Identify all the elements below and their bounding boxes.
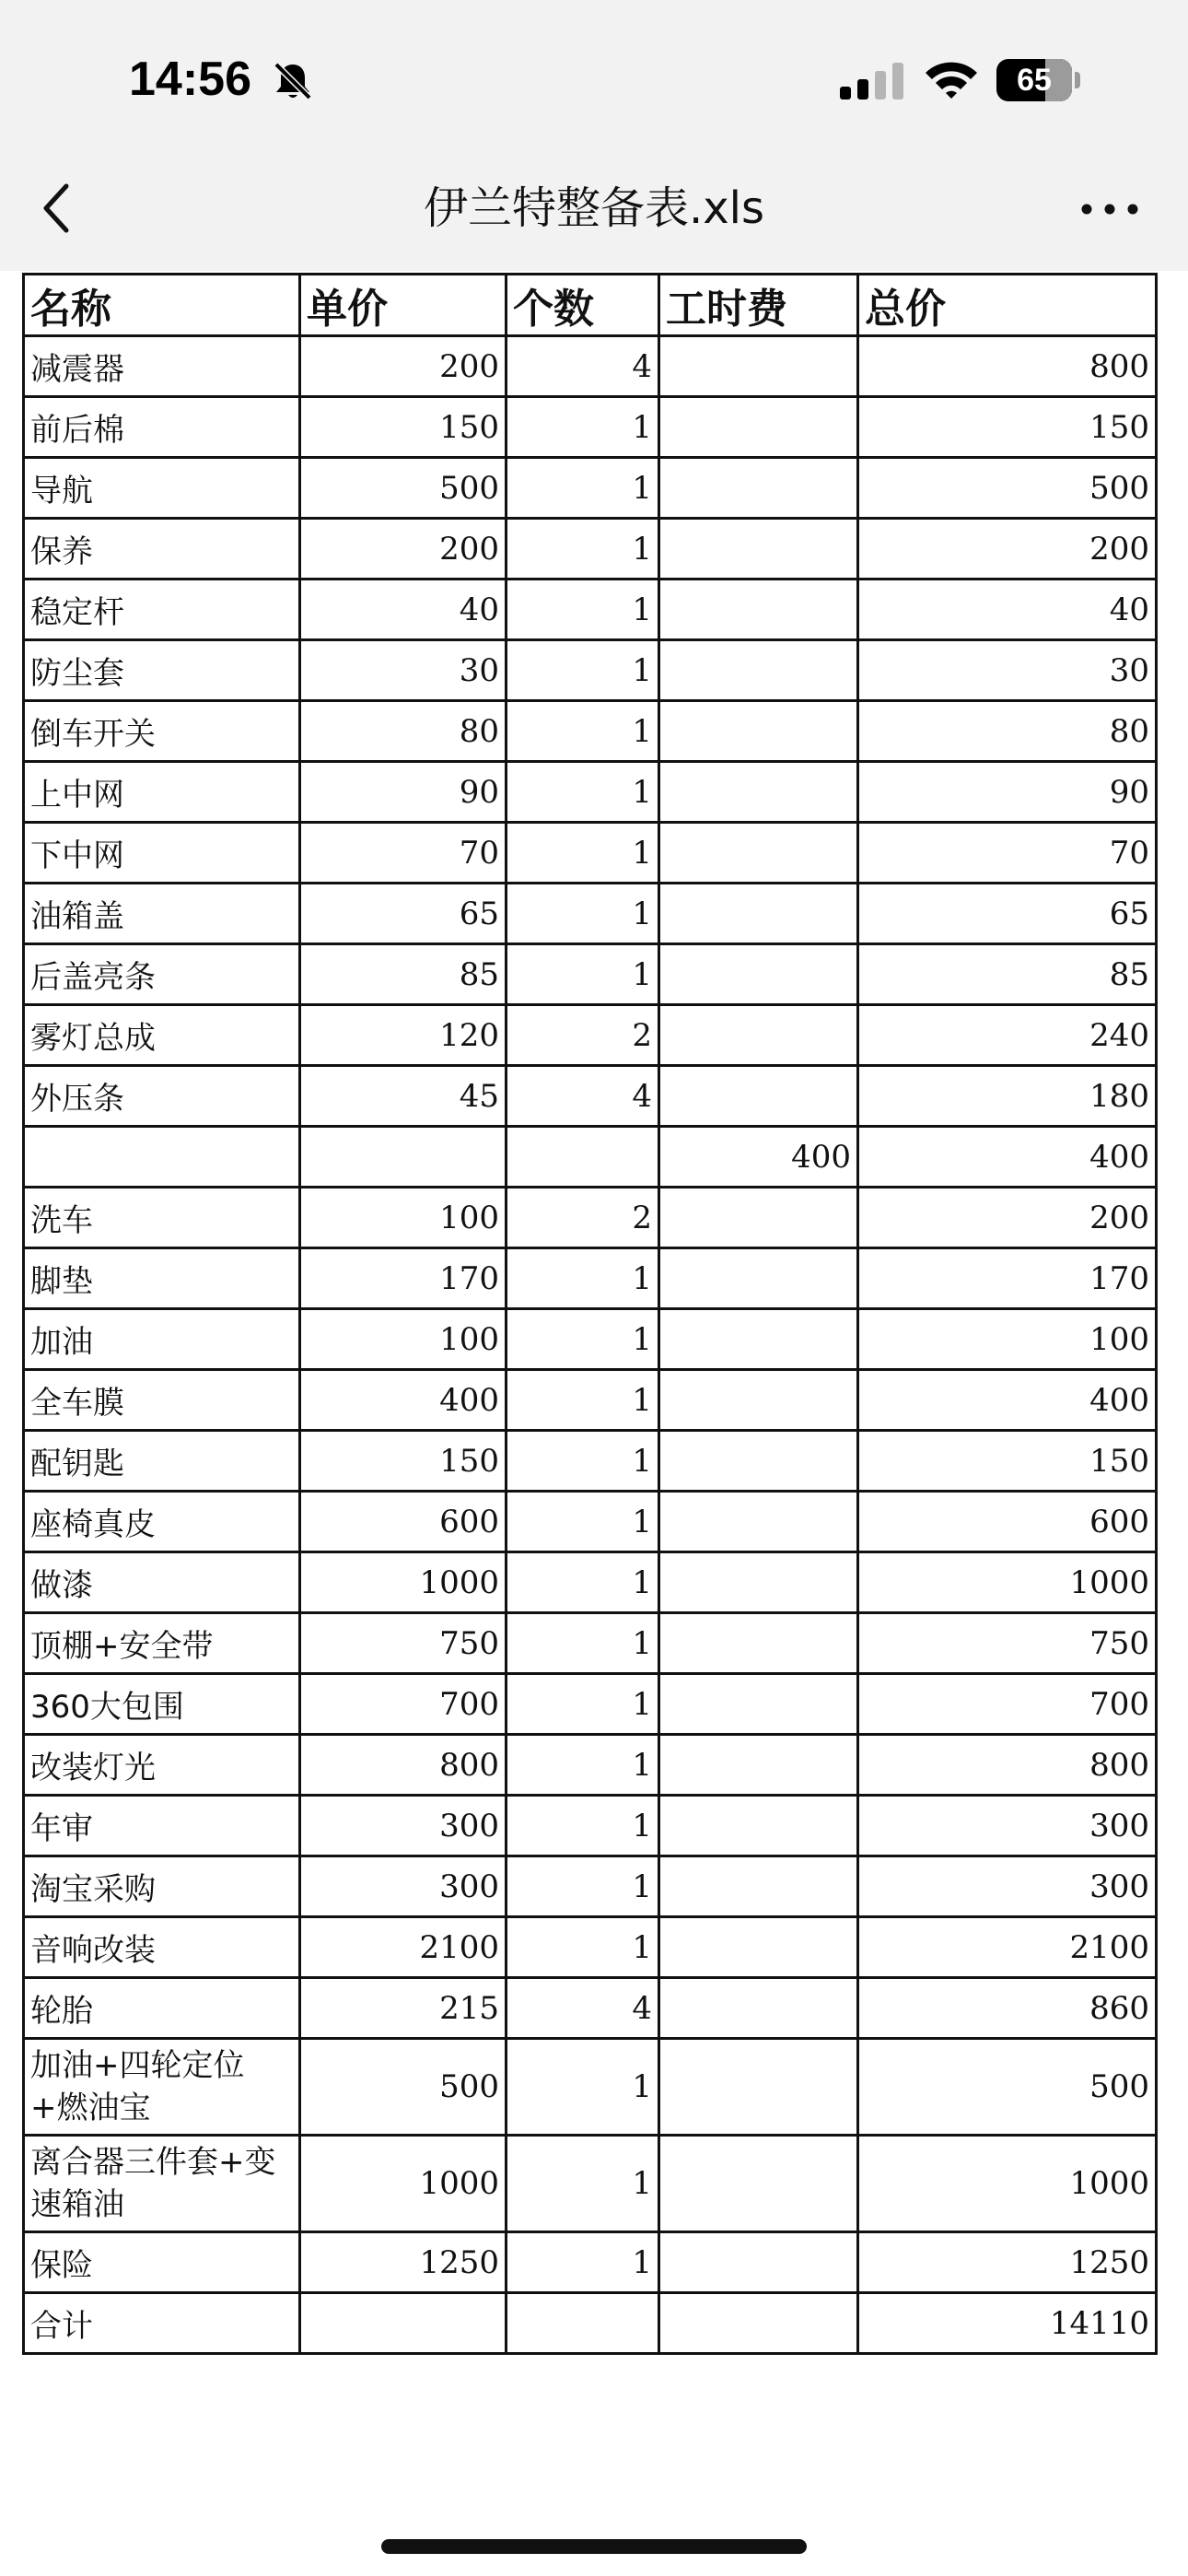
- quantity-cell[interactable]: 1: [507, 1796, 659, 1856]
- total-cell[interactable]: 90: [858, 762, 1157, 823]
- table-row: [24, 2136, 1157, 2232]
- item-name-cell[interactable]: 加油: [24, 1309, 300, 1370]
- labor-fee-cell[interactable]: [659, 2293, 858, 2354]
- table-row: [24, 2232, 1157, 2293]
- item-name-cell[interactable]: 保养: [24, 519, 300, 580]
- quantity-cell[interactable]: 1: [507, 1856, 659, 1917]
- labor-fee-cell[interactable]: [659, 1978, 858, 2039]
- labor-fee-cell[interactable]: [659, 1735, 858, 1796]
- labor-fee-cell[interactable]: [659, 1431, 858, 1492]
- unit-price-cell[interactable]: 45: [300, 1066, 507, 1127]
- item-name-cell[interactable]: 顶棚+安全带: [24, 1613, 300, 1674]
- unit-price-cell[interactable]: 500: [300, 2039, 507, 2136]
- total-cell[interactable]: 65: [858, 884, 1157, 944]
- item-name-cell[interactable]: 做漆: [24, 1552, 300, 1613]
- unit-price-cell[interactable]: 40: [300, 580, 507, 640]
- table-row: [24, 336, 1157, 397]
- quantity-cell[interactable]: 4: [507, 1978, 659, 2039]
- total-cell[interactable]: 1000: [858, 1552, 1157, 1613]
- total-cell[interactable]: 600: [858, 1492, 1157, 1552]
- item-name-cell[interactable]: 离合器三件套+变速箱油: [24, 2136, 300, 2232]
- labor-fee-cell[interactable]: [659, 762, 858, 823]
- quantity-cell[interactable]: 1: [507, 580, 659, 640]
- item-name-cell[interactable]: 洗车: [24, 1188, 300, 1248]
- labor-fee-cell[interactable]: [659, 1856, 858, 1917]
- quantity-cell[interactable]: 1: [507, 1552, 659, 1613]
- status-time: 14:56: [129, 53, 251, 106]
- table-row: [24, 1066, 1157, 1127]
- table-row: [24, 2039, 1157, 2136]
- item-name-cell[interactable]: 外压条: [24, 1066, 300, 1127]
- unit-price-cell[interactable]: [300, 2293, 507, 2354]
- table-row: [24, 2293, 1157, 2354]
- item-name-cell[interactable]: 加油+四轮定位+燃油宝: [24, 2039, 300, 2136]
- table-row: [24, 1796, 1157, 1856]
- column-header-total[interactable]: 总价: [858, 275, 1157, 336]
- unit-price-cell[interactable]: 80: [300, 701, 507, 762]
- battery-percent: 65: [1017, 63, 1052, 98]
- labor-fee-cell[interactable]: [659, 1492, 858, 1552]
- item-name-cell[interactable]: 年审: [24, 1796, 300, 1856]
- quantity-cell[interactable]: 1: [507, 1492, 659, 1552]
- item-name-cell[interactable]: 360大包围: [24, 1674, 300, 1735]
- quantity-cell[interactable]: 1: [507, 1735, 659, 1796]
- unit-price-cell[interactable]: 150: [300, 1431, 507, 1492]
- total-cell[interactable]: 300: [858, 1796, 1157, 1856]
- labor-fee-cell[interactable]: [659, 336, 858, 397]
- total-cell[interactable]: 200: [858, 1188, 1157, 1248]
- item-name-cell[interactable]: 导航: [24, 458, 300, 519]
- labor-fee-cell[interactable]: [659, 519, 858, 580]
- spreadsheet-table[interactable]: [22, 273, 1158, 2355]
- labor-fee-cell[interactable]: [659, 1309, 858, 1370]
- item-name-cell[interactable]: 座椅真皮: [24, 1492, 300, 1552]
- item-name-cell[interactable]: 合计: [24, 2293, 300, 2354]
- item-name-cell[interactable]: 改装灯光: [24, 1735, 300, 1796]
- unit-price-cell[interactable]: 100: [300, 1309, 507, 1370]
- item-name-cell[interactable]: 淘宝采购: [24, 1856, 300, 1917]
- total-cell[interactable]: 860: [858, 1978, 1157, 2039]
- table-row: [24, 1978, 1157, 2039]
- total-cell[interactable]: 800: [858, 1735, 1157, 1796]
- total-cell[interactable]: 1250: [858, 2232, 1157, 2293]
- unit-price-cell[interactable]: 500: [300, 458, 507, 519]
- table-row: [24, 1188, 1157, 1248]
- bell-slash-icon: [269, 61, 317, 101]
- total-cell[interactable]: 70: [858, 823, 1157, 884]
- item-name-cell[interactable]: 倒车开关: [24, 701, 300, 762]
- quantity-cell[interactable]: 1: [507, 1613, 659, 1674]
- quantity-cell[interactable]: 1: [507, 1917, 659, 1978]
- table-row: [24, 1917, 1157, 1978]
- unit-price-cell[interactable]: 1000: [300, 2136, 507, 2232]
- labor-fee-cell[interactable]: [659, 884, 858, 944]
- table-row: [24, 1431, 1157, 1492]
- total-cell[interactable]: 400: [858, 1370, 1157, 1431]
- unit-price-cell[interactable]: 400: [300, 1370, 507, 1431]
- unit-price-cell[interactable]: 100: [300, 1188, 507, 1248]
- labor-fee-cell[interactable]: [659, 397, 858, 458]
- unit-price-cell[interactable]: [300, 1127, 507, 1188]
- wifi-icon: [923, 59, 980, 100]
- item-name-cell[interactable]: 雾灯总成: [24, 1005, 300, 1066]
- quantity-cell[interactable]: [507, 1127, 659, 1188]
- quantity-cell[interactable]: 2: [507, 1005, 659, 1066]
- unit-price-cell[interactable]: 120: [300, 1005, 507, 1066]
- labor-fee-cell[interactable]: [659, 640, 858, 701]
- table-row: [24, 1005, 1157, 1066]
- unit-price-cell[interactable]: 300: [300, 1856, 507, 1917]
- table-row: [24, 519, 1157, 580]
- total-cell[interactable]: 85: [858, 944, 1157, 1005]
- labor-fee-cell[interactable]: [659, 2232, 858, 2293]
- quantity-cell[interactable]: 1: [507, 1370, 659, 1431]
- labor-fee-cell[interactable]: [659, 458, 858, 519]
- unit-price-cell[interactable]: 30: [300, 640, 507, 701]
- total-cell[interactable]: 14110: [858, 2293, 1157, 2354]
- table-row: [24, 823, 1157, 884]
- labor-fee-cell[interactable]: [659, 1917, 858, 1978]
- total-cell[interactable]: 2100: [858, 1917, 1157, 1978]
- table-row: [24, 1552, 1157, 1613]
- total-cell[interactable]: 40: [858, 580, 1157, 640]
- total-cell[interactable]: 500: [858, 458, 1157, 519]
- table-row: [24, 1309, 1157, 1370]
- total-cell[interactable]: 100: [858, 1309, 1157, 1370]
- table-row: [24, 640, 1157, 701]
- table-row: [24, 397, 1157, 458]
- item-name-cell[interactable]: 轮胎: [24, 1978, 300, 2039]
- item-name-cell[interactable]: 全车膜: [24, 1370, 300, 1431]
- quantity-cell[interactable]: 1: [507, 762, 659, 823]
- quantity-cell[interactable]: 1: [507, 519, 659, 580]
- item-name-cell[interactable]: 音响改装: [24, 1917, 300, 1978]
- unit-price-cell[interactable]: 200: [300, 336, 507, 397]
- unit-price-cell[interactable]: 1000: [300, 1552, 507, 1613]
- quantity-cell[interactable]: 1: [507, 1674, 659, 1735]
- quantity-cell[interactable]: 1: [507, 2232, 659, 2293]
- table-row: [24, 1492, 1157, 1552]
- unit-price-cell[interactable]: 600: [300, 1492, 507, 1552]
- table-row: [24, 884, 1157, 944]
- table-row: [24, 1248, 1157, 1309]
- labor-fee-cell[interactable]: [659, 1613, 858, 1674]
- column-header-name[interactable]: 名称: [24, 275, 300, 336]
- quantity-cell[interactable]: 1: [507, 2039, 659, 2136]
- quantity-cell[interactable]: 1: [507, 640, 659, 701]
- total-cell[interactable]: 180: [858, 1066, 1157, 1127]
- quantity-cell[interactable]: 4: [507, 336, 659, 397]
- total-cell[interactable]: 200: [858, 519, 1157, 580]
- item-name-cell[interactable]: 后盖亮条: [24, 944, 300, 1005]
- total-cell[interactable]: 750: [858, 1613, 1157, 1674]
- quantity-cell[interactable]: 1: [507, 397, 659, 458]
- item-name-cell[interactable]: 下中网: [24, 823, 300, 884]
- total-cell[interactable]: 150: [858, 397, 1157, 458]
- quantity-cell[interactable]: 1: [507, 701, 659, 762]
- item-name-cell[interactable]: 前后棉: [24, 397, 300, 458]
- labor-fee-cell[interactable]: [659, 1248, 858, 1309]
- total-cell[interactable]: 300: [858, 1856, 1157, 1917]
- labor-fee-cell[interactable]: [659, 580, 858, 640]
- labor-fee-cell[interactable]: [659, 2136, 858, 2232]
- item-name-cell[interactable]: 油箱盖: [24, 884, 300, 944]
- cellular-signal-icon: [840, 63, 904, 100]
- labor-fee-cell[interactable]: [659, 1796, 858, 1856]
- quantity-cell[interactable]: 1: [507, 944, 659, 1005]
- quantity-cell[interactable]: 1: [507, 823, 659, 884]
- unit-price-cell[interactable]: 150: [300, 397, 507, 458]
- table-row: [24, 1674, 1157, 1735]
- battery-cap: [1075, 72, 1080, 88]
- unit-price-cell[interactable]: 90: [300, 762, 507, 823]
- labor-fee-cell[interactable]: [659, 1674, 858, 1735]
- quantity-cell[interactable]: 1: [507, 1248, 659, 1309]
- table-row: [24, 1856, 1157, 1917]
- quantity-cell[interactable]: 1: [507, 2136, 659, 2232]
- total-cell[interactable]: 700: [858, 1674, 1157, 1735]
- unit-price-cell[interactable]: 70: [300, 823, 507, 884]
- table-row: [24, 1127, 1157, 1188]
- unit-price-cell[interactable]: 800: [300, 1735, 507, 1796]
- unit-price-cell[interactable]: 750: [300, 1613, 507, 1674]
- top-bar: [0, 0, 1188, 271]
- unit-price-cell[interactable]: 170: [300, 1248, 507, 1309]
- table-row: [24, 1735, 1157, 1796]
- quantity-cell[interactable]: 4: [507, 1066, 659, 1127]
- column-header-unit-price[interactable]: 单价: [300, 275, 507, 336]
- battery-indicator: [996, 59, 1072, 101]
- item-name-cell[interactable]: 脚垫: [24, 1248, 300, 1309]
- total-cell[interactable]: 150: [858, 1431, 1157, 1492]
- header-row: [24, 275, 1157, 336]
- unit-price-cell[interactable]: 215: [300, 1978, 507, 2039]
- unit-price-cell[interactable]: 1250: [300, 2232, 507, 2293]
- table-row: [24, 944, 1157, 1005]
- table-row: [24, 1613, 1157, 1674]
- total-cell[interactable]: 1000: [858, 2136, 1157, 2232]
- unit-price-cell[interactable]: 85: [300, 944, 507, 1005]
- labor-fee-cell[interactable]: [659, 944, 858, 1005]
- total-cell[interactable]: 30: [858, 640, 1157, 701]
- item-name-cell[interactable]: 减震器: [24, 336, 300, 397]
- item-name-cell[interactable]: 稳定杆: [24, 580, 300, 640]
- labor-fee-cell[interactable]: [659, 701, 858, 762]
- table-row: [24, 701, 1157, 762]
- quantity-cell[interactable]: 1: [507, 1309, 659, 1370]
- item-name-cell[interactable]: 保险: [24, 2232, 300, 2293]
- labor-fee-cell[interactable]: [659, 823, 858, 884]
- total-cell[interactable]: 400: [858, 1127, 1157, 1188]
- total-cell[interactable]: 170: [858, 1248, 1157, 1309]
- total-cell[interactable]: 80: [858, 701, 1157, 762]
- quantity-cell[interactable]: 1: [507, 458, 659, 519]
- quantity-cell[interactable]: 1: [507, 1431, 659, 1492]
- table-row: [24, 762, 1157, 823]
- labor-fee-cell[interactable]: [659, 1066, 858, 1127]
- quantity-cell[interactable]: 2: [507, 1188, 659, 1248]
- quantity-cell[interactable]: [507, 2293, 659, 2354]
- labor-fee-cell[interactable]: [659, 1005, 858, 1066]
- item-name-cell[interactable]: [24, 1127, 300, 1188]
- table-row: [24, 458, 1157, 519]
- unit-price-cell[interactable]: 65: [300, 884, 507, 944]
- labor-fee-cell[interactable]: [659, 2039, 858, 2136]
- total-cell[interactable]: 240: [858, 1005, 1157, 1066]
- column-header-quantity[interactable]: 个数: [507, 275, 659, 336]
- total-cell[interactable]: 800: [858, 336, 1157, 397]
- total-cell[interactable]: 500: [858, 2039, 1157, 2136]
- unit-price-cell[interactable]: 300: [300, 1796, 507, 1856]
- quantity-cell[interactable]: 1: [507, 884, 659, 944]
- unit-price-cell[interactable]: 2100: [300, 1917, 507, 1978]
- document-title: 伊兰特整备表.xls: [423, 182, 764, 234]
- labor-fee-cell[interactable]: 400: [659, 1127, 858, 1188]
- table-row: [24, 1370, 1157, 1431]
- unit-price-cell[interactable]: 200: [300, 519, 507, 580]
- table-row: [24, 580, 1157, 640]
- labor-fee-cell[interactable]: [659, 1188, 858, 1248]
- unit-price-cell[interactable]: 700: [300, 1674, 507, 1735]
- item-name-cell[interactable]: 上中网: [24, 762, 300, 823]
- item-name-cell[interactable]: 防尘套: [24, 640, 300, 701]
- labor-fee-cell[interactable]: [659, 1370, 858, 1431]
- more-options-icon[interactable]: [1077, 195, 1142, 223]
- item-name-cell[interactable]: 配钥匙: [24, 1431, 300, 1492]
- labor-fee-cell[interactable]: [659, 1552, 858, 1613]
- home-indicator: [381, 2539, 807, 2554]
- column-header-labor-fee[interactable]: 工时费: [659, 275, 858, 336]
